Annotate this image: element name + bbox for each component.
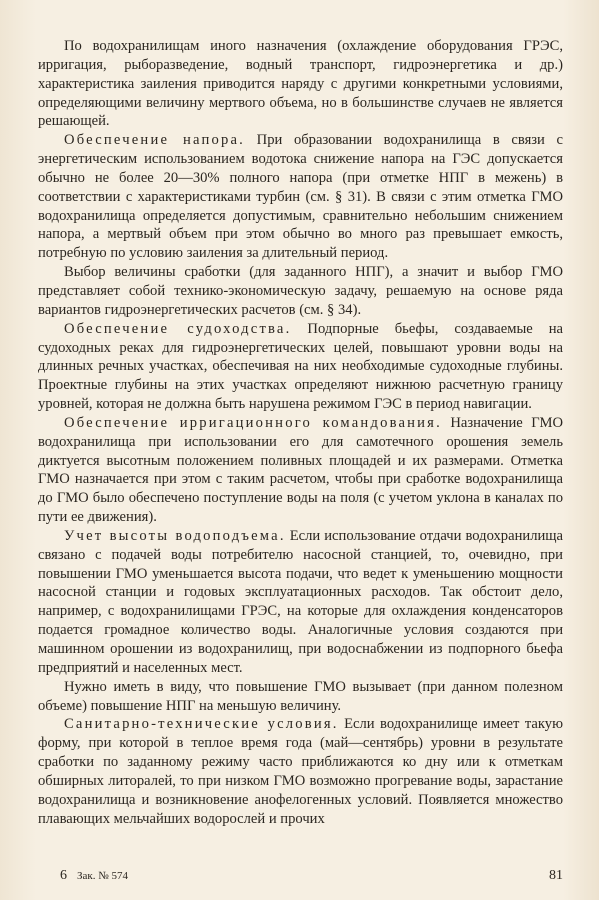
printer-signature [60,868,128,884]
paragraph-text: Нужно иметь в виду, что повышение ГМО вызывает (при данном полезном объеме) повышение НПГ на меньшую величину. [38,678,563,714]
paragraph-text: Подпорные бьефы, создаваемые на судоходных реках для гидроэнергетических целей, повышают уровни воды на длинных речных участках, обеспечивая на них необходимые судоходные глубины. Проектные глубины на этих участках определяют нижнюю расчетную границу уровней, которая не должна быть нарушена режимом ГЭС в период навигации. [38,320,563,413]
order-number: Зак. № 574 [77,870,128,882]
paragraph-siltation [38,37,563,131]
section-heading: Санитарно-технические условия. [64,716,339,733]
body-text [38,37,563,828]
paragraph-drawdown-choice [38,263,563,320]
paragraph-text: По водохранилищам иного назначения (охлаждение оборудования ГРЭС, ирригация, рыборазведение, водный транспорт, гидроэнергетика и др.) характеристика заиления приводится наряду с другими конкретными условиями, определяющими величину мертвого объема, но в большинстве случаев не является решающей. [38,38,563,130]
paragraph-text: Назначение ГМО водохранилища при использовании его для самотечного орошения земель диктуется высотным положением поливных площадей и их размерами. Отметка ГМО назначается при этом с таким расчетом, чтобы при сработке водохранилища до ГМО было обеспечено поступление воды на поля (с учетом уклона в каналах по пути ее движения). [38,414,563,526]
paragraph-note [38,678,563,716]
page-number: 81 [549,868,563,883]
paragraph-text: Если водохранилище имеет такую форму, при которой в теплое время года (май—сентябрь) уровни в результате сработки по заданному режиму часто приближаются ко дну или к отметкам обширных литоралей, то при низком ГМО возможно прогревание воды, зарастание водохранилища и возникновение анофелогенных условий. Появляется множество плавающих мельчайших водорослей и прочих [38,716,563,827]
paragraph-text: Если использование отдачи водохранилища связано с подачей воды потребителю насосной станцией, то, очевидно, при повышении ГМО уменьшается высота подачи, что ведет к уменьшению мощности насосной станции и годовых эксплуатационных расходов. Так обстоит дело, например, с водохранилищами ГРЭС, на которые для охлаждения конденсаторов подается громадное количество воды. Аналогичные условия создаются при машинном орошении из водохранилищ, при водоснабжении из подпорного бьефа предприятий и населенных мест. [38,527,564,676]
paragraph-navigation [38,320,563,414]
paragraph-head-provision [38,131,563,263]
paragraph-text: При образовании водохранилища в связи с энергетическим использованием водотока снижение напора на ГЭС допускается обычно не более 20—30% полного напора (при отметке НПГ в межень) в соответствии с характеристиками турбин (см. § 31). В связи с этим отметка ГМО водохранилища определяется допустимым, сравнительно небольшим снижением напора, а мертвый объем при этом обычно во много раз превышает емкость, потребную по условию заиления за длительный период. [38,132,563,262]
signature-number: 6 [60,868,67,883]
paragraph-text: Выбор величины сработки (для заданного НПГ), а значит и выбор ГМО представляет собой технико-экономическую задачу, решаемую на основе ряда вариантов гидроэнергетических расчетов (см. § 34). [38,264,563,318]
section-heading: Учет высоты водоподъема. [64,527,286,544]
paragraph-irrigation [38,414,563,527]
section-heading: Обеспечение судоходства. [64,320,292,337]
paragraph-sanitary [38,715,563,828]
section-heading: Обеспечение напора. [64,132,246,149]
page-footer [38,866,563,886]
paragraph-pumping-height [38,527,563,678]
section-heading: Обеспечение ирригационного командования. [64,414,442,431]
